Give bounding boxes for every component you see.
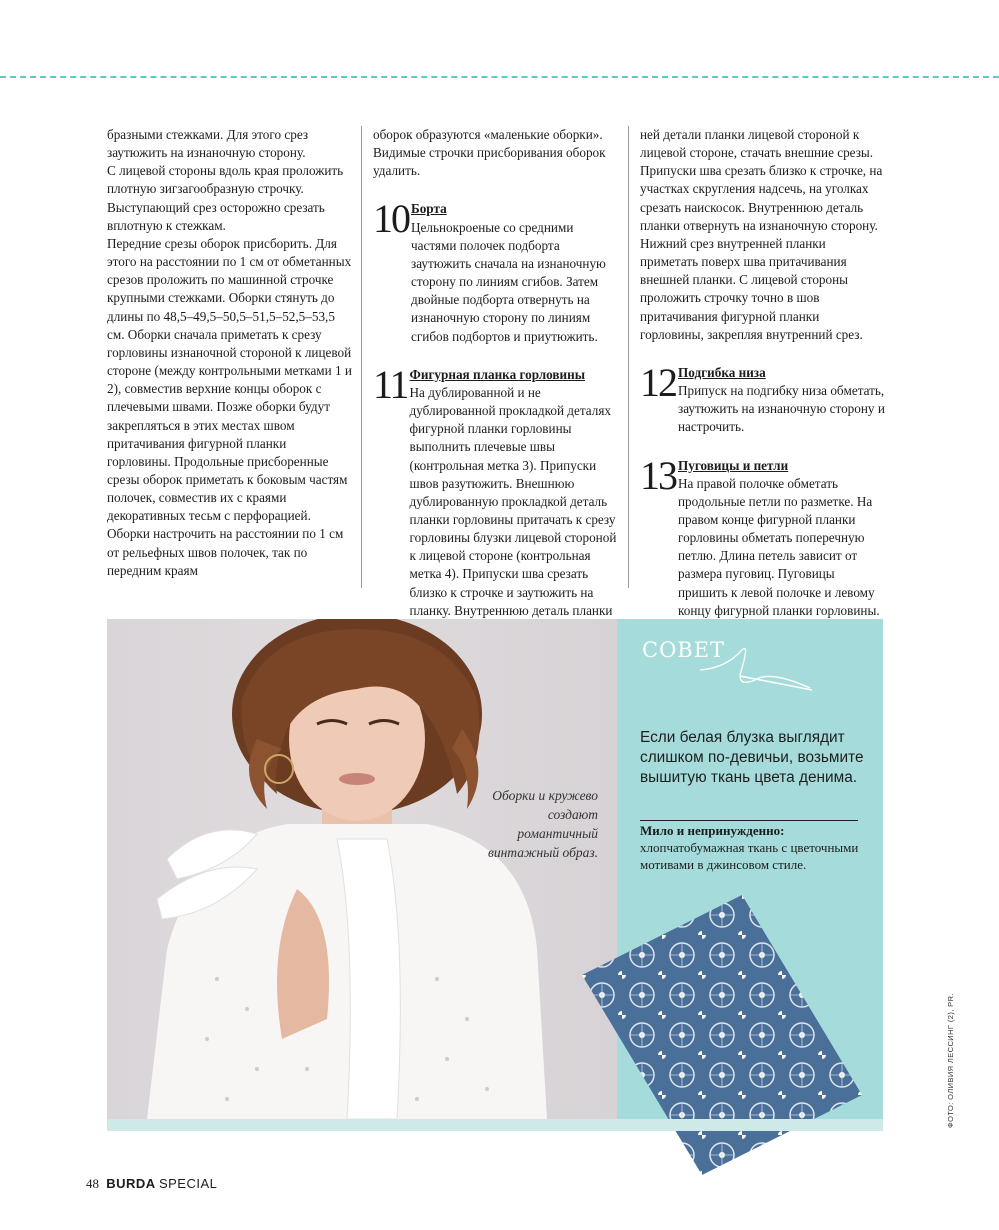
photo-bottom-strip — [107, 1119, 883, 1131]
step-title: Фигурная планка горловины — [409, 366, 585, 382]
paragraph: ней детали планки лицевой стороной к лицевой стороне, стачать внешние срезы. Припуски шва срезать близко к строчке, на участках скругления надсечь, на уголках срезать наискосок. Внутреннюю деталь планки отвернуть на изнаночную сторону. Нижний срез внутренней планки приметать поверх шва притачивания внешней планки. С лицевой стороны проложить строчку точно в шов притачивания фигурной планки горловины, закрепляя внутренний срез. — [640, 127, 883, 342]
step-title: Борта — [411, 201, 447, 217]
step-number: 10 — [373, 196, 409, 242]
tip-note — [640, 822, 870, 873]
step-10 — [373, 196, 619, 345]
magazine-brand: BURDA — [106, 1176, 156, 1191]
model-photo — [107, 619, 617, 1119]
paragraph: бразными стежками. Для этого срез заутюжить на изнаночную сторону. — [107, 127, 309, 161]
text-column-2 — [373, 126, 619, 638]
step-12 — [640, 359, 886, 437]
photo-credit: ФОТО: ОЛИВИЯ ЛЕССИНГ (2), PR. — [946, 993, 955, 1128]
page-footer — [86, 1176, 217, 1192]
denim-lace-fabric-swatch — [582, 895, 862, 1175]
page-number: 48 — [86, 1176, 99, 1191]
tip-divider — [640, 820, 858, 821]
step-number: 11 — [373, 361, 408, 407]
step-number: 13 — [640, 452, 676, 498]
step-number: 12 — [640, 359, 676, 405]
step-text: На дублированной и не дублированной прокладкой деталях фигурной планки горловины выполнить плечевые швы (контрольная метка 3). Припуски швов разутюжить. Внешнюю дублированную прокладкой деталь планки горловины притачать к срезу горловины блузки лицевой стороной к лицевой стороне (контрольная метка 4). Припуски шва срезать близко к строчке и заутюжить на планку. Внутреннюю деталь планки — [409, 384, 617, 618]
step-text: Цельнокроеные со средними частями полочек подборта заутюжить сначала на изнаночную сторону по линиям сгибов. Затем двойные подборта отвернуть на изнаночную сторону по линиям сгибов подбортов и приутюжить. — [411, 219, 606, 344]
tip-note-text: хлопчатобумажная ткань с цветочными мотивами в джинсовом стиле. — [640, 840, 859, 872]
step-text: На правой полочке обметать продольные петли по разметке. На правом конце фигурной планки горловины обметать поперечную петлю. Длина петель зависит от размера пуговиц. Пуговицы пришить к левой полочке и левому концу фигурной планки горловины. — [678, 475, 880, 618]
step-title: Пуговицы и петли — [678, 457, 789, 473]
step-title: Подгибка низа — [678, 364, 766, 380]
tip-note-title: Мило и непринужденно: — [640, 823, 785, 838]
step-13 — [640, 452, 886, 620]
tip-body: Если белая блузка выглядит слишком по-девичьи, возьмите вышитую ткань цвета денима. — [640, 729, 864, 786]
paragraph: Передние срезы оборок присборить. Для этого на расстоянии по 1 см от обметанных срезов проложить по машинной строчке крупными стежками. Оборки стянуть до длины по 48,5–49,5–50,5–51,5–52,5–53,5 см. Оборки сначала приметать к срезу горловины изнаночной стороной к лицевой стороне (между контрольными метками 1 и 2), совместив верхние концы оборок с плечевыми швами. Позже оборки будут закрепляться в этих местах швом притачивания фигурной планки горловины. Продольные присборенные срезы оборок приметать к боковым частям полочек, совместив их с краями декоративных тесьм с перфорацией. Оборки настрочить на расстоянии по 1 см от рельефных швов полочек, так по передним краям — [107, 235, 352, 578]
text-column-1 — [107, 126, 353, 580]
paragraph: оборок образуются «маленькие оборки». Видимые строчки присборивания оборок удалить. — [373, 127, 606, 179]
decorative-dashed-line — [0, 76, 999, 78]
needle-thread-icon — [700, 640, 815, 700]
photo-caption: Оборки и кружево создают романтичный винтажный образ. — [488, 788, 598, 860]
column-divider — [628, 126, 629, 588]
step-text: Припуск на подгибку низа обметать, заутюжить на изнаночную сторону и настрочить. — [678, 383, 885, 435]
woman-in-white-blouse-illustration — [107, 619, 617, 1119]
tip-title: СОВЕТ — [642, 638, 726, 662]
magazine-edition: SPECIAL — [158, 1176, 218, 1191]
column-divider — [361, 126, 362, 588]
paragraph: С лицевой стороны вдоль края проложить плотную зигзагообразную строчку. Выступающий срез осторожно срезать вплотную к стежкам. — [107, 163, 344, 233]
text-column-3 — [640, 126, 886, 620]
step-11 — [373, 361, 619, 638]
